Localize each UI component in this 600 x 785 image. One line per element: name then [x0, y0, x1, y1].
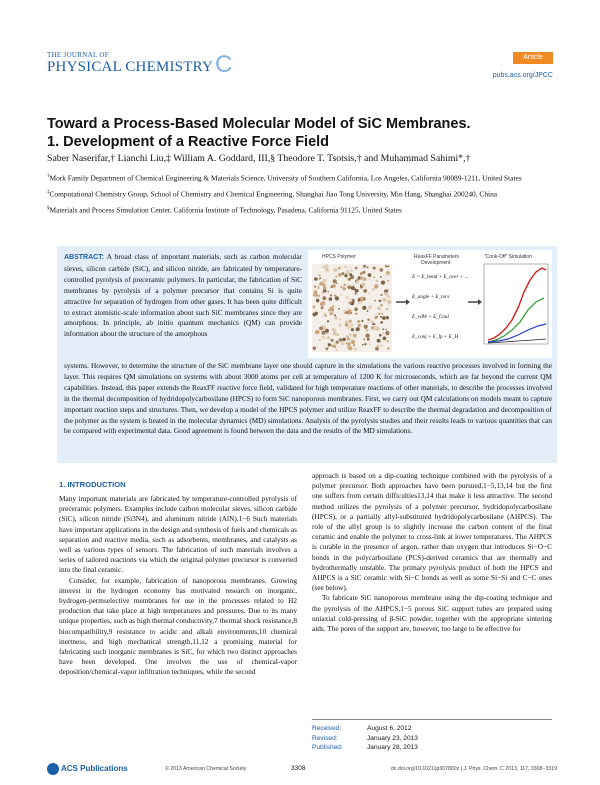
polymer-atom	[361, 283, 365, 287]
polymer-atom	[314, 286, 316, 288]
polymer-atom	[314, 277, 318, 281]
polymer-atom	[313, 306, 316, 309]
toc-graphic-svg	[308, 250, 552, 358]
polymer-atom	[367, 310, 369, 312]
polymer-atom	[362, 306, 366, 310]
polymer-atom	[333, 332, 337, 336]
polymer-atom	[380, 294, 382, 296]
polymer-atom	[325, 329, 329, 333]
polymer-atom	[349, 320, 352, 323]
paragraph: approach is based on a dip-coating technique combined with the pyrolysis of a polymer precursor. Both approaches have been pursued,1−5,13,14 but the first one suffers from certain difficulties13,14 that make it less attractive. The second method utilizes the pyrolysis of a polymer precursor, hydridopolycarbosilane (HPCS), or a partially allyl-substituted hydridopolycarbosilane (AHPCS). The role of the allyl group is to slightly increase the carbon content of the final ceramic and enable the polymer to cross-link at lower temperatures. The AHPCS is curable in the presence of argon, rather than oxygen that introduces Si−O−C bonds in the polycarbosilane (PCS)-derived ceramics that are thermally and hydrothermally unstable. The primary pyrolysis product of both the HPCS and AHPCS is a SiC ceramic with Si−C bonds as well as some Si−Si and C−C ones (see below).	[312, 471, 552, 593]
polymer-atom	[346, 296, 349, 299]
polymer-atom	[357, 320, 360, 323]
polymer-atom	[348, 302, 351, 305]
polymer-atom	[377, 345, 380, 348]
polymer-atom	[354, 348, 357, 351]
polymer-atom	[387, 295, 391, 299]
polymer-atom	[354, 336, 356, 338]
polymer-atom	[333, 279, 337, 283]
polymer-atom	[360, 274, 362, 276]
polymer-atom	[316, 299, 320, 303]
polymer-atom	[374, 284, 378, 288]
affiliation-item: †Mork Family Department of Chemical Engineering & Materials Science, University of Southern California, Los Angeles, California 90089-1211, United States	[47, 173, 522, 183]
polymer-atom	[322, 296, 326, 300]
polymer-atom	[381, 313, 383, 315]
polymer-atom	[319, 339, 321, 341]
polymer-atom	[369, 279, 371, 281]
polymer-atom	[376, 316, 378, 318]
polymer-atom	[378, 268, 380, 270]
polymer-atom	[345, 270, 349, 274]
affiliation-item: §Materials and Process Simulation Center, California Institute of Technology, Pasadena, California 91125, United States	[47, 205, 402, 215]
polymer-atom	[350, 266, 352, 268]
title-line-2: 1. Development of a Reactive Force Field	[47, 134, 330, 150]
polymer-atom	[317, 286, 320, 289]
polymer-atom	[348, 309, 351, 312]
polymer-atom	[328, 343, 331, 346]
polymer-atom	[380, 304, 383, 307]
polymer-atom	[344, 284, 347, 287]
polymer-atom	[322, 265, 326, 269]
polymer-atom	[388, 266, 390, 268]
article-type-badge: Article	[513, 52, 553, 64]
polymer-atom	[361, 320, 363, 322]
polymer-atom	[340, 286, 342, 288]
polymer-atom	[380, 321, 383, 324]
page-footer	[47, 764, 557, 776]
doi-citation[interactable]: dx.doi.org/10.1021/jp307800z | J. Phys. Chem. C 2013, 117, 3308−3319	[390, 766, 557, 772]
arrow-head-icon	[478, 299, 482, 305]
paragraph: To fabricate SiC nanoporous membrane using the dip-coating technique and the pyrolysis of the AHPCS,1−5 porous SiC support tubes are prepared using uniaxial cold-pressing of β-SiC powder, together with the appropriate sintering aids. The pores of the support are, however, too large to be effective for	[312, 593, 552, 634]
polymer-atom	[333, 345, 336, 348]
polymer-atom	[379, 334, 382, 337]
polymer-atom	[315, 330, 319, 334]
polymer-atom	[333, 268, 337, 272]
polymer-atom	[353, 284, 355, 286]
polymer-atom	[365, 334, 369, 338]
polymer-atom	[363, 271, 366, 274]
polymer-atom	[343, 287, 346, 290]
polymer-atom	[351, 328, 354, 331]
polymer-atom	[347, 308, 349, 310]
polymer-atom	[334, 294, 336, 296]
polymer-atom	[331, 339, 334, 342]
polymer-atom	[367, 319, 369, 321]
polymer-atom	[374, 300, 376, 302]
polymer-atom	[315, 294, 317, 296]
polymer-atom	[373, 326, 377, 330]
polymer-atom	[325, 315, 327, 317]
polymer-atom	[343, 310, 346, 313]
toc-label-params: ReaxFF Parameters	[414, 254, 460, 260]
polymer-atom	[362, 344, 364, 346]
polymer-atom	[387, 289, 389, 291]
abstract-label: ABSTRACT:	[64, 254, 105, 261]
author-list: Saber Naserifar,† Lianchi Liu,‡ William A. Goddard, III,§ Theodore T. Tsotsis,† and Muhammad Sahimi*,†	[47, 153, 471, 164]
polymer-atom	[336, 333, 339, 336]
polymer-atom	[355, 267, 358, 270]
toc-eq-2: E_angle + E_tors	[412, 294, 450, 300]
polymer-atom	[387, 300, 391, 304]
toc-label-cookoff: “Cook-Off” Simulation	[484, 254, 532, 260]
polymer-atom	[340, 295, 342, 297]
polymer-atom	[363, 265, 366, 268]
polymer-atom	[382, 298, 386, 302]
polymer-atom	[380, 276, 382, 278]
polymer-atom	[332, 329, 334, 331]
date-revised: Revised: January 23, 2013	[312, 734, 418, 742]
polymer-atom	[344, 265, 347, 268]
polymer-atom	[339, 338, 343, 342]
polymer-atom	[339, 318, 341, 320]
polymer-atom	[367, 322, 369, 324]
polymer-atom	[383, 337, 387, 341]
polymer-atom	[341, 272, 344, 275]
polymer-atom	[334, 314, 336, 316]
polymer-atom	[351, 340, 355, 344]
title-line-1: Toward a Process-Based Molecular Model of SiC Membranes.	[47, 116, 471, 132]
polymer-atom	[380, 268, 383, 271]
polymer-atom	[339, 266, 341, 268]
left-column	[59, 494, 297, 678]
polymer-atom	[345, 323, 349, 327]
polymer-atom	[355, 289, 359, 293]
polymer-atom	[313, 313, 317, 317]
publication-dates	[312, 719, 552, 753]
paragraph: Consider, for example, fabrication of nanoporous membranes. Growing interest in the hydrogen economy has motivated research on inorganic, hydrogen-permselective membranes for use in the processes related to H2 production that take place at high temperatures and pressures. Due to its many unique properties, such as high thermal conductivity,7 thermal shock resistance,8 biocompatibility,9 resistance to acidic and alkali environments,10 chemical inertness, and high mechanical strength,11,12 a promising material for fabricating such inorganic membranes is SiC, for which two distinct approaches have been developed. One involves the use of chemical-vapor deposition/chemical-vapor infiltration techniques, while the second	[59, 575, 297, 677]
polymer-atom	[318, 284, 320, 286]
polymer-atom	[351, 286, 355, 290]
polymer-atom	[382, 316, 386, 320]
abstract-part-1: ABSTRACT: A broad class of important materials, such as carbon molecular sieves, silicon carbide (SiC), and silicon nitride, are fabricated by temperature-controlled pyrolysis of preceramic polymers. In particular, the fabrication of SiC membranes by pyrolysis of a polymer precursor that contains Si is quite attractive for separation of hydrogen from other gases. It has been quite difficult to extract atomistic-scale information about such SiC membranes since they are amorphous. In principle, ab initio quantum mechanics (QM) can provide information about the structure of the amorphous	[64, 252, 302, 339]
polymer-atom	[333, 342, 336, 345]
polymer-atom	[329, 297, 333, 301]
polymer-atom	[358, 302, 360, 304]
polymer-atom	[368, 273, 372, 277]
polymer-atom	[387, 280, 389, 282]
affiliations	[47, 172, 567, 220]
polymer-atom	[349, 273, 352, 276]
polymer-atom	[330, 294, 332, 296]
polymer-atom	[360, 297, 364, 301]
polymer-atom	[385, 331, 389, 335]
toc-eq-3: E_vdW + E_Coul	[412, 314, 449, 320]
polymer-atom	[356, 280, 360, 284]
polymer-atom	[344, 274, 347, 277]
polymer-atom	[334, 316, 337, 319]
polymer-atom	[386, 308, 388, 310]
polymer-atom	[368, 305, 372, 309]
polymer-atom	[366, 329, 369, 332]
polymer-atom	[339, 324, 342, 327]
polymer-atom	[326, 268, 328, 270]
polymer-atom	[386, 273, 389, 276]
polymer-atom	[335, 275, 337, 277]
polymer-atom	[386, 316, 389, 319]
polymer-atom	[327, 336, 330, 339]
polymer-atom	[384, 292, 388, 296]
polymer-atom	[313, 347, 316, 350]
polymer-atom	[338, 273, 342, 277]
polymer-atom	[327, 320, 329, 322]
polymer-atom	[323, 286, 327, 290]
journal-letter: C	[215, 51, 233, 78]
polymer-atom	[377, 307, 381, 311]
polymer-atom	[329, 307, 333, 311]
page-number: 3308	[291, 765, 306, 772]
polymer-atom	[322, 279, 326, 283]
journal-logo	[47, 51, 277, 83]
polymer-atom	[360, 277, 362, 279]
polymer-atom	[369, 344, 371, 346]
polymer-atom	[355, 293, 357, 295]
polymer-atom	[341, 342, 345, 346]
polymer-atom	[387, 340, 389, 342]
toc-eq-1: E = E_bond + E_over + ...	[412, 274, 469, 280]
toc-label-polymer: HPCS Polymer	[322, 254, 356, 260]
polymer-atom	[347, 342, 350, 345]
polymer-atom	[321, 335, 325, 339]
polymer-atom	[367, 266, 369, 268]
polymer-atom	[373, 267, 376, 270]
polymer-atom	[348, 346, 352, 350]
copyright: © 2013 American Chemical Society	[165, 766, 247, 772]
polymer-atom	[349, 333, 352, 336]
acs-publications-logo: ACS Publications	[47, 763, 128, 775]
polymer-atom	[342, 338, 346, 342]
polymer-atom	[376, 280, 379, 283]
date-published: Published: January 28, 2013	[312, 744, 418, 751]
acs-logo-icon	[47, 763, 59, 775]
polymer-atom	[358, 324, 361, 327]
section-heading-introduction: 1. INTRODUCTION	[59, 480, 126, 489]
polymer-atom	[363, 338, 365, 340]
polymer-atom	[385, 265, 387, 267]
journal-link[interactable]: pubs.acs.org/JPCC	[492, 72, 553, 79]
polymer-atom	[382, 332, 384, 334]
toc-label-dev: Development	[421, 260, 451, 266]
right-column	[312, 471, 552, 634]
polymer-atom	[356, 327, 360, 331]
polymer-atom	[327, 291, 329, 293]
polymer-structure-image	[312, 264, 392, 352]
polymer-atom	[346, 271, 348, 273]
polymer-atom	[323, 283, 326, 286]
polymer-atom	[350, 269, 352, 271]
polymer-atom	[381, 281, 385, 285]
polymer-atom	[331, 285, 334, 288]
polymer-atom	[321, 306, 324, 309]
article-title	[47, 115, 557, 151]
journal-the: THE JOURNAL OF	[47, 51, 109, 59]
journal-name: PHYSICAL CHEMISTRY	[47, 59, 213, 75]
polymer-atom	[336, 349, 338, 351]
polymer-atom	[367, 338, 370, 341]
polymer-atom	[387, 347, 389, 349]
polymer-atom	[338, 308, 340, 310]
polymer-atom	[377, 339, 381, 343]
polymer-atom	[347, 337, 350, 340]
polymer-atom	[378, 313, 380, 315]
polymer-atom	[371, 320, 374, 323]
polymer-atom	[348, 284, 350, 286]
polymer-atom	[368, 292, 370, 294]
polymer-atom	[380, 316, 382, 318]
polymer-atom	[320, 302, 324, 306]
cookoff-plot	[484, 264, 548, 344]
polymer-atom	[379, 300, 382, 303]
polymer-atom	[319, 327, 323, 331]
polymer-atom	[363, 289, 367, 293]
polymer-atom	[385, 329, 387, 331]
polymer-atom	[353, 344, 355, 346]
affiliation-item: ‡Computational Chemistry Group, School of Chemistry and Chemical Engineering, Shanghai Jiao Tong University, Min Hang, Shanghai 200240, China	[47, 189, 498, 199]
polymer-atom	[372, 288, 375, 291]
polymer-atom	[350, 299, 353, 302]
toc-graphic	[308, 250, 552, 358]
date-received: Received: August 6, 2012	[312, 725, 412, 732]
polymer-atom	[323, 289, 326, 292]
polymer-atom	[349, 326, 351, 328]
abstract-part-2: systems. However, to determine the structure of the SiC membrane layer one should capture in the simulations the various reactive processes involved in forming the layer. This requires QM simulations on systems with about 3000 atoms per cell at temperature of 1200 K for microseconds, which are far beyond the current QM capabilities. Instead, this paper extends the ReaxFF reactive force field, validated for high temperature reactions of other materials, to describe the processes involved in the thermal decomposition of hydridopolycarbosilane (HPCS) to form SiC nanoporous membranes. First, we carry out QM calculations on models meant to capture important reaction steps and structures. Then, we develop a model of the HPCS polymer and utilize ReaxFF to describe the thermal degradation and decomposition of the polymer as the system is heated in the molecular dynamics (MD) simulations. Analysis of the pyrolysis studies and their results leads to various quantities that can be compared with experimental data. Good agreement is found between the data and the results of the MD simulations.	[64, 361, 552, 436]
polymer-atom	[355, 313, 357, 315]
polymer-atom	[319, 274, 321, 276]
polymer-atom	[380, 344, 383, 347]
toc-eq-4: E_conj + E_lp + E_H	[412, 334, 459, 340]
polymer-atom	[323, 325, 326, 328]
arrow-head-icon	[406, 299, 410, 305]
polymer-atom	[373, 277, 375, 279]
polymer-atom	[364, 325, 368, 329]
polymer-atom	[319, 279, 321, 281]
polymer-atom	[321, 331, 325, 335]
paragraph: Many important materials are fabricated by temperature-controlled pyrolysis of preceramic polymers. Examples include carbon molecular sieves, silicon carbide (SiC), silicon nitride (Si3N4), and aluminum nitride (AlN).1−6 Such materials have important applications in the design and synthesis of fuels and chemicals as separation and reactive media, such as adsorbents, membranes, and catalysts as well as various types of sensors. The fabrication of such materials involves a series of tailored reactions via which the original polymer precursor is converted into the final ceramic.	[59, 494, 297, 575]
polymer-atom	[354, 307, 358, 311]
polymer-atom	[382, 328, 384, 330]
polymer-atom	[335, 296, 339, 300]
polymer-atom	[388, 304, 390, 306]
polymer-atom	[374, 323, 376, 325]
polymer-atom	[364, 343, 366, 345]
